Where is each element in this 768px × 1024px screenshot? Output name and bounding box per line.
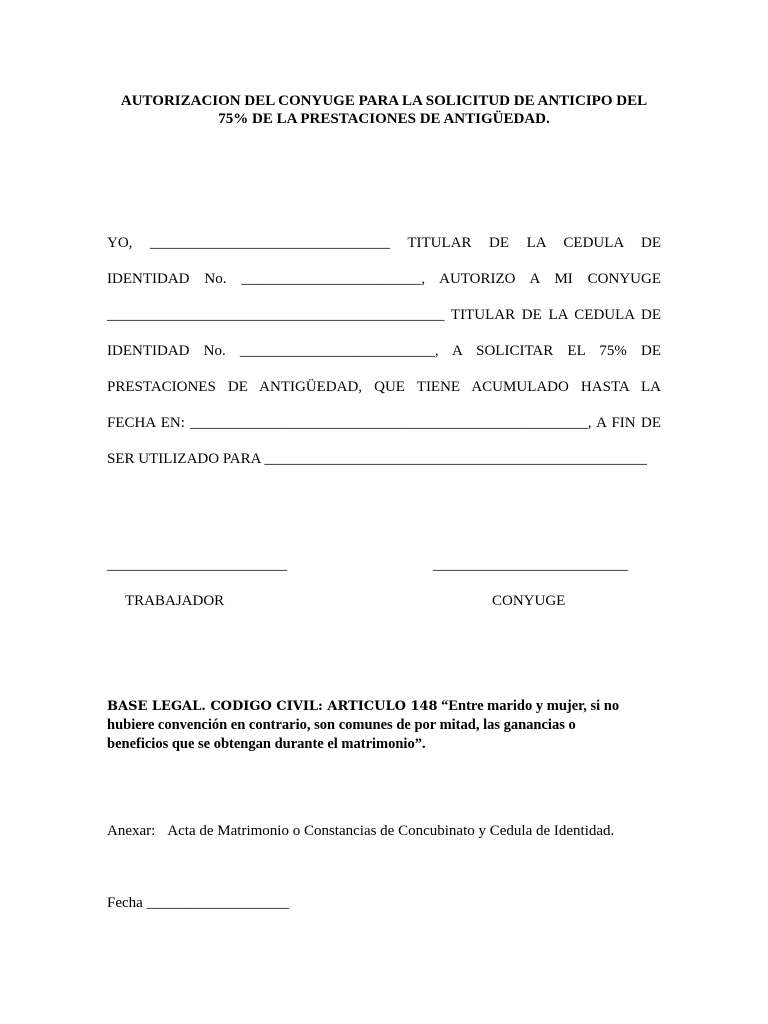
annex-text: Acta de Matrimonio o Constancias de Concubinato y Cedula de Identidad.	[167, 823, 615, 839]
body-line-7: SER UTILIZADO PARA ___________________________________________________	[107, 451, 647, 467]
document-title	[95, 92, 673, 128]
title-line-2: 75% DE LA PRESTACIONES DE ANTIGÜEDAD.	[218, 111, 550, 127]
body-line-4: IDENTIDAD No. __________________________, A SOLICITAR EL 75% DE	[107, 343, 661, 359]
spouse-signature-line: __________________________	[433, 557, 628, 573]
legal-quote-start: “Entre marido y mujer, si no	[441, 698, 620, 714]
date-field	[107, 894, 289, 912]
date-blank: ___________________	[146, 895, 290, 911]
body-line-5: PRESTACIONES DE ANTIGÜEDAD, QUE TIENE ACUMULADO HASTA LA	[107, 379, 661, 395]
body-line-3: _____________________________________________ TITULAR DE LA CEDULA DE	[107, 307, 661, 323]
legal-basis-line-1	[107, 697, 647, 716]
annex-note	[107, 822, 614, 840]
title-line-1: AUTORIZACION DEL CONYUGE PARA LA SOLICITUD DE ANTICIPO DEL	[120, 93, 648, 109]
legal-basis-line-2: hubiere convención en contrario, son comunes de por mitad, las ganancias o	[107, 717, 576, 733]
legal-basis-heading: BASE LEGAL. CODIGO CIVIL: ARTICULO 148	[107, 699, 438, 714]
body-line-6: FECHA EN: _____________________________________________________, A FIN DE	[107, 415, 661, 431]
body-line-1: YO, ________________________________ TITULAR DE LA CEDULA DE	[107, 235, 661, 251]
spouse-signature-label: CONYUGE	[492, 593, 566, 609]
worker-signature-line: ________________________	[107, 557, 287, 573]
legal-basis-line-3: beneficios que se obtengan durante el matrimonio”.	[107, 736, 426, 752]
legal-basis	[107, 697, 647, 754]
date-label: Fecha	[107, 895, 143, 911]
annex-label: Anexar:	[107, 823, 156, 839]
worker-signature-label: TRABAJADOR	[125, 593, 225, 609]
authorization-body	[107, 230, 661, 482]
body-line-2: IDENTIDAD No. ________________________, AUTORIZO A MI CONYUGE	[107, 271, 661, 287]
